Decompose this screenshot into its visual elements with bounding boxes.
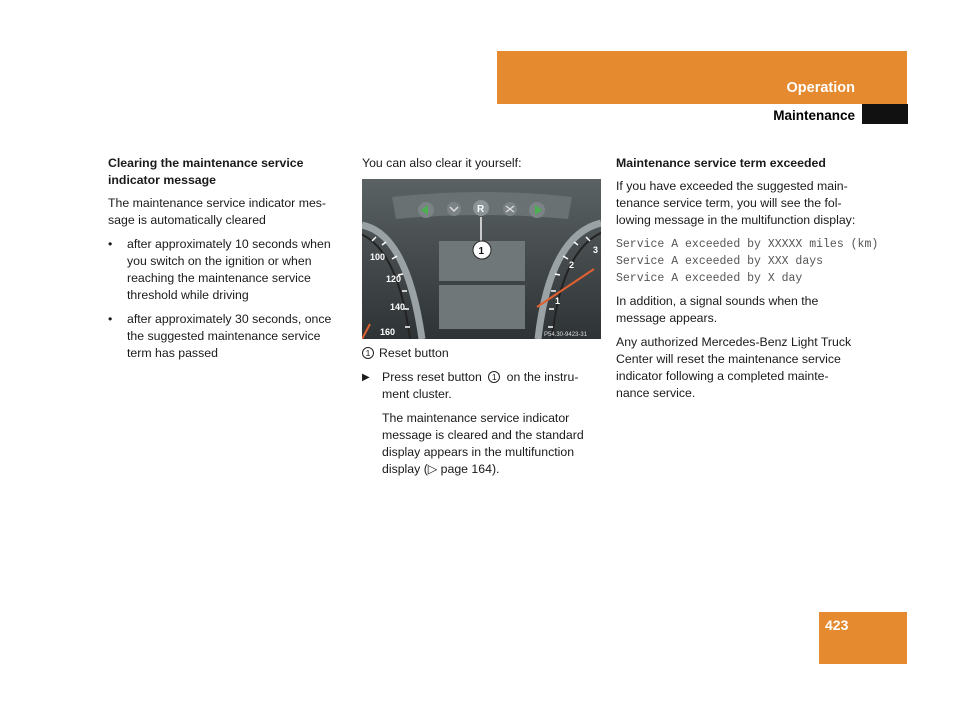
action-step: ▶ Press reset button 1 on the instru-ment cluster. (362, 370, 579, 401)
clear-yourself-intro: You can also clear it yourself: (362, 156, 522, 170)
section-title: Operation (786, 80, 855, 96)
clearing-bullet-list (108, 236, 346, 362)
callout-marker: 1 (362, 347, 374, 359)
dealer-note: Any authorized Mercedes-Benz Light Truck Center will reset the maintenance service indicator following a completed mainte-nance service. (616, 335, 852, 400)
display-message: Service A exceeded by XXX days (616, 255, 824, 268)
right-gauge-tick-label: 2 (569, 260, 575, 270)
bullet-icon: • (108, 312, 113, 326)
list-item: • after approximately 10 seconds when you switch on the ignition or when reaching the maintenance service threshold while driving (108, 237, 331, 302)
legend-text: Reset button (379, 346, 449, 360)
term-exceeded-intro: If you have exceeded the suggested main-tenance service term, you will see the fol-lowing message in the multifunction display: (616, 179, 856, 227)
column-term-exceeded (616, 155, 879, 409)
display-message: Service A exceeded by XXXXX miles (km) (616, 238, 879, 251)
display-messages (616, 236, 879, 287)
section-header-bar (497, 51, 907, 104)
column-clearing-message (108, 155, 346, 369)
chevron-down-icon (447, 202, 461, 216)
right-gauge-tick-label: 3 (593, 245, 599, 255)
left-gauge-tick-label: 100 (370, 252, 386, 262)
left-gauge-tick-label: 120 (386, 274, 402, 284)
subsection-tab-marker (862, 104, 908, 124)
figure-code: P54.30-9423-31 (544, 332, 588, 338)
list-item: • after approximately 30 seconds, once the suggested maintenance service term has passed (108, 312, 332, 360)
heading-term-exceeded: Maintenance service term exceeded (616, 156, 826, 170)
left-gauge-tick-label: 160 (380, 327, 396, 337)
callout-marker: 1 (488, 371, 500, 383)
subsection-title: Maintenance (773, 108, 855, 123)
play-arrow-icon: ▶ (362, 372, 370, 383)
multifunction-display-bottom (439, 285, 525, 329)
instrument-cluster-figure (362, 179, 601, 339)
clearing-intro: The maintenance service indicator mes-sage is automatically cleared (108, 196, 327, 227)
figure-legend (362, 345, 602, 362)
action-result: The maintenance service indicator message is cleared and the standard display appears in the multifunction display (▷ page 164). (382, 411, 584, 476)
page-number-box (819, 612, 907, 664)
column-clear-yourself (362, 155, 602, 485)
right-gauge-tick-label: 1 (555, 296, 561, 306)
page-number: 423 (825, 617, 849, 633)
heading-clearing-message: Clearing the maintenance service indicator message (108, 156, 304, 187)
display-message: Service A exceeded by X day (616, 272, 803, 285)
instrument-cluster-illustration (362, 179, 601, 339)
callout-number: 1 (478, 246, 485, 257)
left-gauge-tick-label: 140 (390, 302, 406, 312)
reset-label: R (477, 204, 485, 215)
bullet-icon: • (108, 237, 113, 251)
signal-note: In addition, a signal sounds when the message appears. (616, 294, 819, 325)
